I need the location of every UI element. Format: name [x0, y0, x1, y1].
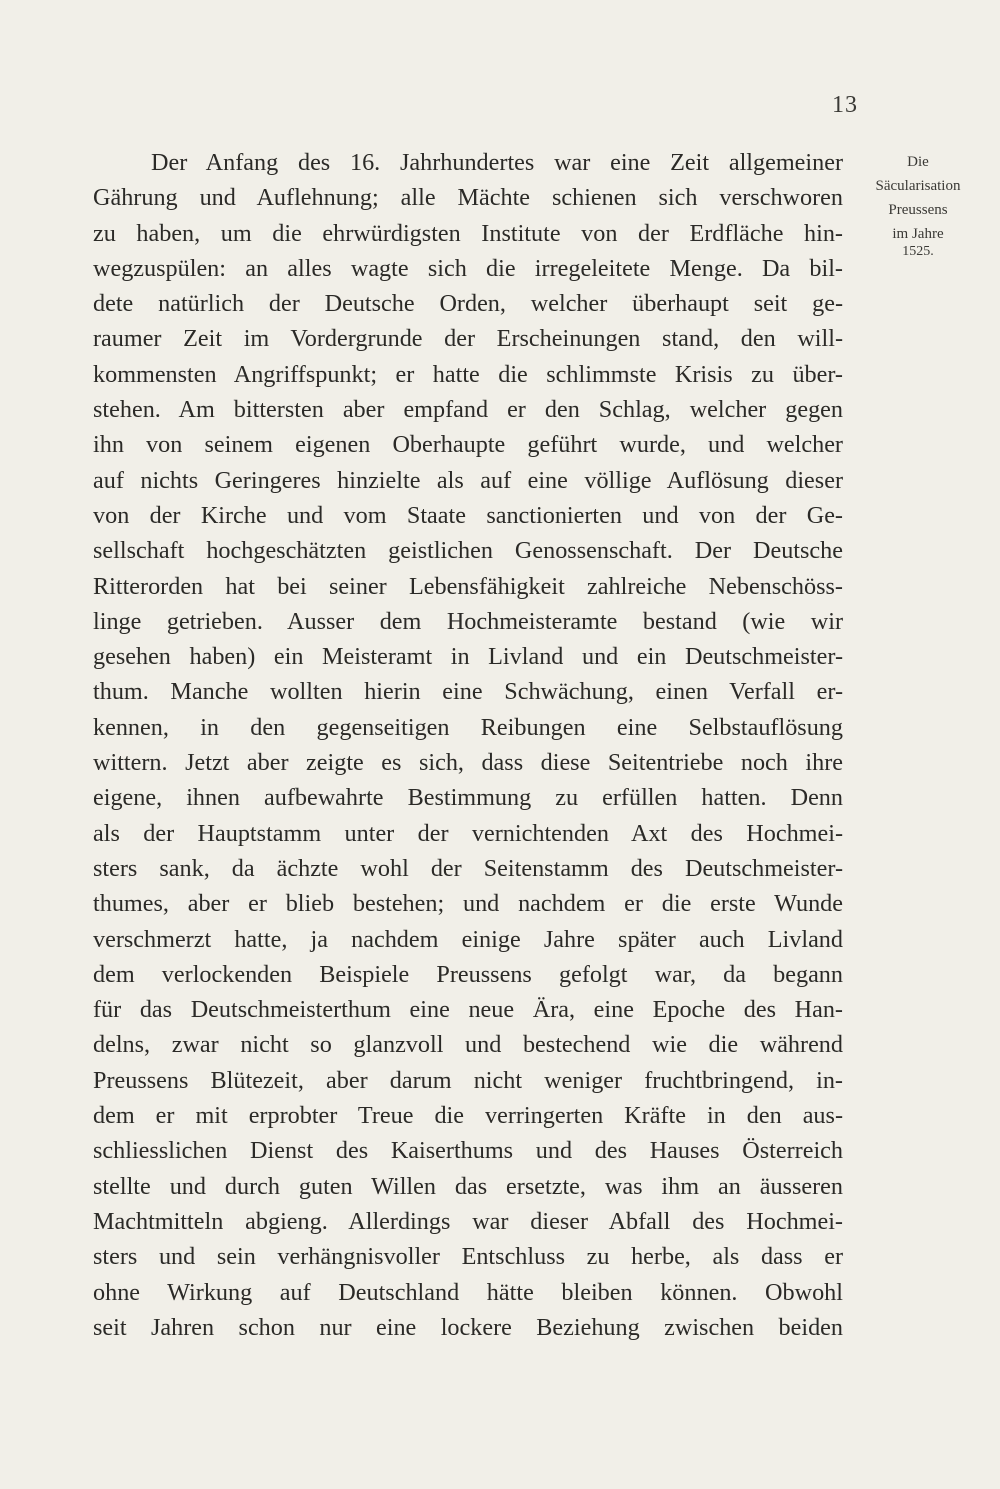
- text-line: raumer Zeit im Vordergrunde der Erscheinungen stand, den will-: [93, 325, 843, 353]
- text-line: linge getrieben. Ausser dem Hochmeisteramte bestand (wie wir: [93, 607, 843, 635]
- text-line: Machtmitteln abgieng. Allerdings war dieser Abfall des Hochmei-: [93, 1207, 843, 1235]
- text-line: ihn von seinem eigenen Oberhaupte geführt wurde, und welcher: [93, 431, 843, 459]
- text-line: kommensten Angriffspunkt; er hatte die schlimmste Krisis zu über-: [93, 360, 843, 388]
- text-line: seit Jahren schon nur eine lockere Beziehung zwischen beiden: [93, 1313, 843, 1341]
- text-line: sters sank, da ächzte wohl der Seitenstamm des Deutschmeister-: [93, 854, 843, 882]
- text-line: verschmerzt hatte, ja nachdem einige Jahre später auch Livland: [93, 925, 843, 953]
- marginal-note-line: Die: [907, 154, 929, 170]
- text-line: stehen. Am bittersten aber empfand er den Schlag, welcher gegen: [93, 396, 843, 424]
- marginal-note-line: im Jahre: [892, 226, 944, 242]
- marginal-note-year: 1525.: [902, 244, 934, 259]
- text-line: dem verlockenden Beispiele Preussens gefolgt war, da begann: [93, 960, 843, 988]
- marginal-note-line: Säcularisation: [875, 178, 961, 194]
- text-line: auf nichts Geringeres hinzielte als auf eine völlige Auflösung dieser: [93, 466, 843, 494]
- text-line: stellte und durch guten Willen das ersetzte, was ihm an äusseren: [93, 1172, 843, 1200]
- text-line: Ritterorden hat bei seiner Lebensfähigkeit zahlreiche Nebenschöss-: [93, 572, 843, 600]
- marginal-note: [858, 150, 978, 262]
- text-line: für das Deutschmeisterthum eine neue Ära, eine Epoche des Han-: [93, 996, 843, 1024]
- text-line: als der Hauptstamm unter der vernichtenden Axt des Hochmei-: [93, 819, 843, 847]
- text-line: ohne Wirkung auf Deutschland hätte bleiben können. Obwohl: [93, 1278, 843, 1306]
- text-line: thumes, aber er blieb bestehen; und nachdem er die erste Wunde: [93, 890, 843, 918]
- text-line: Gährung und Auflehnung; alle Mächte schienen sich verschworen: [93, 184, 843, 212]
- page-number: 13: [832, 92, 858, 118]
- text-line: zu haben, um die ehrwürdigsten Institute von der Erdfläche hin-: [93, 219, 843, 247]
- text-line: delns, zwar nicht so glanzvoll und bestechend wie die während: [93, 1031, 843, 1059]
- text-line: wittern. Jetzt aber zeigte es sich, dass diese Seitentriebe noch ihre: [93, 749, 843, 777]
- text-line: kennen, in den gegenseitigen Reibungen eine Selbstauflösung: [93, 713, 843, 741]
- text-line: sellschaft hochgeschätzten geistlichen Genossenschaft. Der Deutsche: [93, 537, 843, 565]
- text-line: wegzuspülen: an alles wagte sich die irregeleitete Menge. Da bil-: [93, 254, 843, 282]
- text-line: gesehen haben) ein Meisteramt in Livland und ein Deutschmeister-: [93, 643, 843, 671]
- text-line: Preussens Blütezeit, aber darum nicht weniger fruchtbringend, in-: [93, 1066, 843, 1094]
- marginal-note-line: Preussens: [888, 202, 948, 218]
- text-line: schliesslichen Dienst des Kaiserthums und des Hauses Österreich: [93, 1137, 843, 1165]
- text-line: eigene, ihnen aufbewahrte Bestimmung zu erfüllen hatten. Denn: [93, 784, 843, 812]
- body-text: [93, 145, 843, 1345]
- text-line: sters und sein verhängnisvoller Entschluss zu herbe, als dass er: [93, 1243, 843, 1271]
- text-line: thum. Manche wollten hierin eine Schwächung, einen Verfall er-: [93, 678, 843, 706]
- text-line: dete natürlich der Deutsche Orden, welcher überhaupt seit ge-: [93, 290, 843, 318]
- text-line: von der Kirche und vom Staate sanctionierten und von der Ge-: [93, 501, 843, 529]
- text-line: dem er mit erprobter Treue die verringerten Kräfte in den aus-: [93, 1102, 843, 1130]
- text-line: Der Anfang des 16. Jahrhundertes war eine Zeit allgemeiner: [151, 149, 843, 176]
